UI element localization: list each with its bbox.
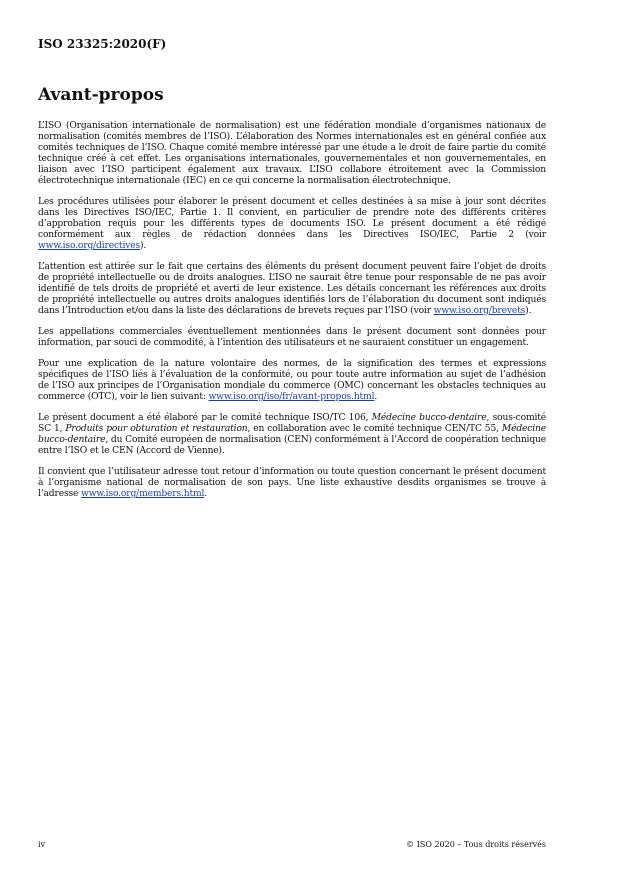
paragraph-text: ). [525, 306, 532, 316]
subcommittee-title: Produits pour obturation et restauration [65, 424, 248, 434]
paragraph-text: Il convient que l’utilisateur adresse tout retour d’information ou toute question concernant le présent document à l’organisme national de normalisation de son pays. Une liste exhaustive desdits organismes se trouve à l’adresse [38, 467, 546, 499]
paragraph-committee [38, 413, 546, 457]
page-footer [38, 840, 546, 849]
committee-title: Médecine bucco-dentaire [371, 413, 487, 423]
paragraph-voluntary-nature [38, 359, 546, 403]
members-link[interactable]: www.iso.org/members.html [81, 489, 205, 499]
page-number: iv [38, 840, 46, 849]
paragraph-text: . [374, 392, 378, 402]
paragraph-text: Le présent document a été élaboré par le comité technique ISO/TC 106, [38, 413, 372, 423]
foreword-info-link[interactable]: www.iso.org/iso/fr/avant-propos.html [208, 392, 375, 402]
cen-committee-title: Médecine bucco-dentaire [38, 424, 546, 445]
paragraph-procedures [38, 197, 546, 252]
paragraph-text: , sous-comité SC 1, [38, 413, 547, 434]
foreword-body [38, 121, 546, 510]
paragraph-feedback [38, 467, 546, 500]
directives-link[interactable]: www.iso.org/directives [38, 241, 141, 251]
paragraph-text: , en collaboration avec le comité technique CEN/TC 55, [247, 424, 502, 434]
paragraph-text: Pour une explication de la nature volontaire des normes, de la signification des termes et expressions spécifiques de l’ISO liés à l’évaluation de la conformité, ou pour toute autre information au sujet de l’adhésion de l’ISO aux principes de l’Organisation mondiale du commerce (OMC) concernant les obstacles techniques au commerce (OTC), voir le lien suivant: [38, 359, 546, 402]
paragraph-patents [38, 262, 546, 317]
page-title: Avant-propos [38, 85, 164, 105]
paragraph-text: ). [140, 241, 147, 251]
paragraph-text: Les procédures utilisées pour élaborer le présent document et celles destinées à sa mise à jour sont décrites dans les Directives ISO/IEC, Partie 1. Il convient, en particulier de prendre note des différents critères d’approbation requis pour les différents types de documents ISO. Le présent document a été rédigé conformément aux règles de rédaction données dans les Directives ISO/IEC, Partie 2 (voir [38, 197, 546, 240]
patents-link[interactable]: www.iso.org/brevets [433, 306, 526, 316]
document-id: ISO 23325:2020(F) [38, 37, 167, 51]
copyright-notice: © ISO 2020 – Tous droits réservés [406, 840, 546, 849]
paragraph-text: . [204, 489, 208, 499]
paragraph-text: , du Comité européen de normalisation (CEN) conformément à l’Accord de coopération technique entre l’ISO et le CEN (Accord de Vienne). [38, 435, 546, 456]
paragraph-trade-names: Les appellations commerciales éventuellement mentionnées dans le présent document sont données pour information, par souci de commodité, à l’intention des utilisateurs et ne sauraient constituer un engagement. [38, 327, 546, 348]
paragraph-text: L’attention est attirée sur le fait que certains des éléments du présent document peuvent faire l’objet de droits de propriété intellectuelle ou de droits analogues. L’ISO ne saurait être tenue pour responsable de ne pas avoir identifié de tels droits de propriété et averti de leur existence. Les détails concernant les références aux droits de propriété intellectuelle ou autres droits analogues identifiés lors de l’élaboration du document sont indiqués dans l’Introduction et/ou dans la liste des déclarations de brevets reçues par l’ISO (voir [38, 262, 546, 316]
paragraph-iso-overview: L’ISO (Organisation internationale de normalisation) est une fédération mondiale d’organismes nationaux de normalisation (comités membres de l’ISO). L’élaboration des Normes internationales est en général confiée aux comités techniques de l’ISO. Chaque comité membre intéressé par une étude a le droit de faire partie du comité technique créé à cet effet. Les organisations internationales, gouvernementales et non gouvernementales, en liaison avec l’ISO participent également aux travaux. L’ISO collabore étroitement avec la Commission électrotechnique internationale (IEC) en ce qui concerne la normalisation électrotechnique. [38, 121, 546, 186]
